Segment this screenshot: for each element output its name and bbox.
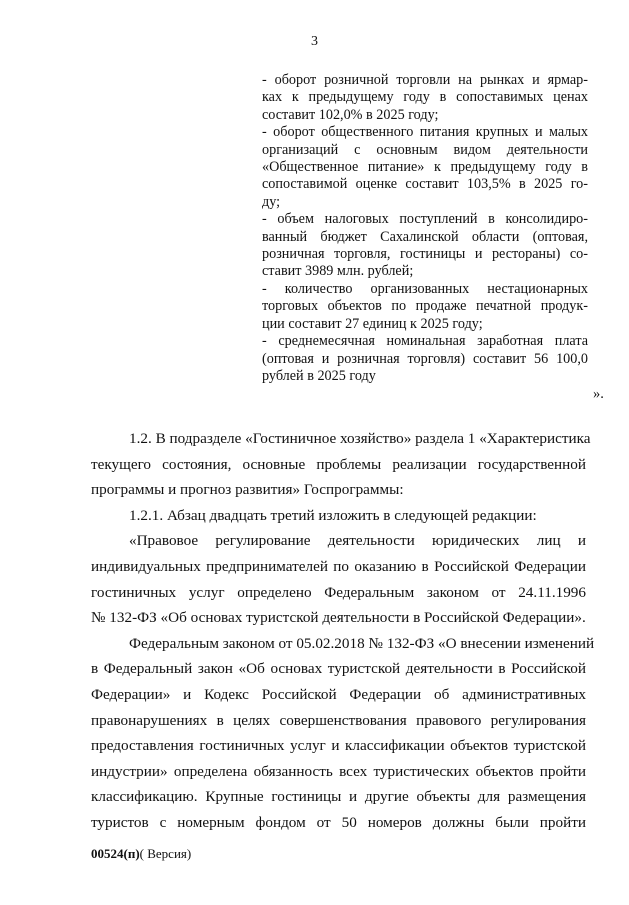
body-line: туристов с номерным фондом от 50 номеров должны были пройти [91,813,586,831]
cell-line: - оборот розничной торговли на рынках и ярмар- [262,72,588,88]
closing-quote: ». [593,386,604,402]
body-line: в Федеральный закон «Об основах туристской деятельности в Российской [91,660,586,678]
body-line: индустрии» определена обязанность всех туристических объектов пройти [91,762,586,780]
body-line: текущего состояния, основные проблемы реализации государственной [91,455,586,473]
body-line: программы и прогноз развития» Госпрограммы: [91,481,404,499]
document-code: 00524(п) [91,846,140,861]
body-line: индивидуальных предпринимателей по оказанию в Российской Федерации [91,557,586,575]
cell-line: ставит 3989 млн. рублей; [262,263,414,280]
cell-line: сопоставимой оценке составит 103,5% в 2025 го- [262,176,588,193]
table-cell-indicators [262,72,588,385]
cell-line: - объем налоговых поступлений в консолидиро- [262,211,588,228]
body-line: 1.2.1. Абзац двадцать третий изложить в следующей редакции: [129,506,537,524]
cell-line: торговых объектов по продаже печатной продук- [262,298,588,315]
body-text [91,426,595,836]
body-line: классификацию. Крупные гостиницы и другие объекты для размещения [91,788,586,806]
cell-line: организаций с основным видом деятельности [262,141,588,158]
cell-line: (оптовая и розничная торговля) составит 56 100,0 [262,350,588,367]
document-footer [91,846,191,862]
cell-line: «Общественное питание» к предыдущему году в [262,159,588,176]
body-line: «Правовое регулирование деятельности юридических лиц и [129,532,586,550]
cell-line: рублей в 2025 году [262,367,376,384]
cell-line: розничная торговля, гостиницы и рестораны) со- [262,246,588,263]
body-line: Федерации» и Кодекс Российской Федерации об административных [91,685,586,703]
cell-line: - оборот общественного питания крупных и малых [262,124,588,141]
body-line: предоставления гостиничных услуг и классификации объектов туристской [91,737,586,755]
cell-line: ду; [262,193,281,210]
page-number: 3 [311,34,318,49]
body-line: № 132-ФЗ «Об основах туристской деятельности в Российской Федерации». [91,609,586,627]
document-version: ( Версия) [139,846,192,861]
body-line: Федеральным законом от 05.02.2018 № 132-ФЗ «О внесении изменений [129,634,595,652]
cell-line: - среднемесячная номинальная заработная плата [262,333,588,350]
cell-line: ванный бюджет Сахалинской области (оптовая, [262,228,588,245]
body-line: гостиничных услуг определено Федеральным законом от 24.11.1996 [91,583,586,601]
cell-line: ции составит 27 единиц к 2025 году; [262,315,483,332]
body-line: правонарушениях в целях совершенствования правового регулирования [91,711,586,729]
cell-line: ках к предыдущему году в сопоставимых ценах [262,89,588,106]
cell-line: - количество организованных нестационарных [262,280,588,297]
body-line: 1.2. В подразделе «Гостиничное хозяйство» раздела 1 «Характеристика [129,430,591,447]
cell-line: составит 102,0% в 2025 году; [262,106,439,123]
